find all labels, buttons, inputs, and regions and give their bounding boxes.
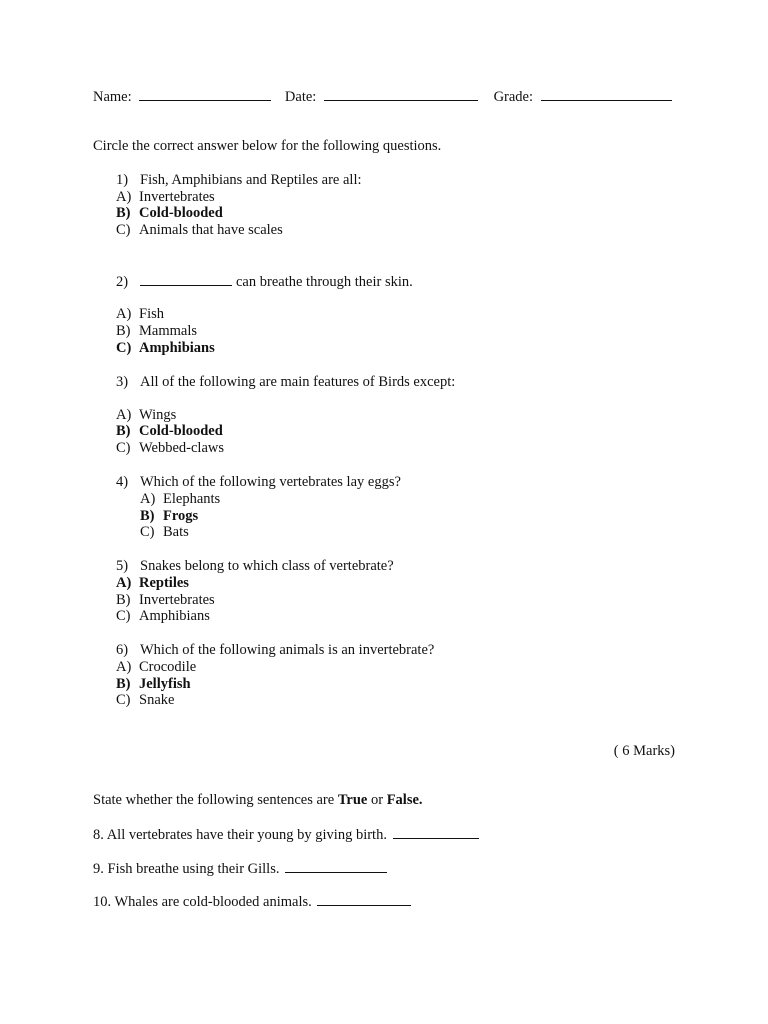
question-1 — [116, 172, 362, 189]
name-blank[interactable] — [139, 88, 271, 101]
option-1c[interactable]: C) Animals that have scales — [116, 222, 283, 238]
option-2c[interactable]: C) Amphibians — [116, 340, 215, 356]
option-1a[interactable]: A) Invertebrates — [116, 189, 215, 205]
statement-9: 9. Fish breathe using their Gills. — [93, 860, 387, 878]
question-text: Which of the following vertebrates lay eggs? — [140, 474, 401, 490]
option-2a[interactable]: A) Fish — [116, 306, 164, 322]
question-number: 4) — [116, 474, 129, 490]
statement-10-blank[interactable] — [317, 893, 411, 906]
statement-9-blank[interactable] — [285, 860, 387, 873]
false-word: False. — [386, 792, 423, 808]
question-text: Which of the following animals is an invertebrate? — [140, 642, 435, 658]
option-6c[interactable]: C) Snake — [116, 692, 175, 708]
option-3a[interactable]: A) Wings — [116, 407, 177, 423]
option-4b[interactable]: B) Frogs — [140, 508, 199, 524]
grade-label: Grade: — [493, 89, 534, 105]
question-number: 5) — [116, 558, 129, 574]
question-number: 1) — [116, 172, 129, 188]
question-number: 3) — [116, 374, 129, 390]
question-text: can breathe through their skin. — [236, 274, 413, 290]
question-text: Fish, Amphibians and Reptiles are all: — [140, 172, 362, 188]
instructions: Circle the correct answer below for the following questions. — [93, 138, 442, 154]
option-4a[interactable]: A) Elephants — [140, 491, 221, 507]
question-2-blank[interactable] — [140, 273, 232, 286]
header-row — [93, 88, 672, 106]
marks-label: ( 6 Marks) — [613, 743, 675, 759]
question-text: Snakes belong to which class of vertebrate? — [140, 558, 394, 574]
question-2 — [116, 273, 413, 291]
true-false-intro: State whether the following sentences are True or False. — [93, 792, 423, 808]
question-3 — [116, 374, 455, 391]
name-label: Name: — [93, 89, 132, 105]
date-blank[interactable] — [324, 88, 478, 101]
question-text: All of the following are main features of Birds except: — [140, 374, 456, 390]
option-5b[interactable]: B) Invertebrates — [116, 592, 215, 608]
option-3c[interactable]: C) Webbed-claws — [116, 440, 224, 456]
true-word: True — [337, 792, 368, 808]
option-5c[interactable]: C) Amphibians — [116, 608, 210, 624]
option-5a[interactable]: A) Reptiles — [116, 575, 189, 591]
question-5 — [116, 558, 394, 575]
statement-10: 10. Whales are cold-blooded animals. — [93, 893, 411, 911]
statement-8: 8. All vertebrates have their young by giving birth. — [93, 826, 479, 844]
date-label: Date: — [284, 89, 317, 105]
option-6a[interactable]: A) Crocodile — [116, 659, 197, 675]
question-number: 6) — [116, 642, 129, 658]
option-6b[interactable]: B) Jellyfish — [116, 676, 191, 692]
question-6 — [116, 642, 434, 659]
option-1b[interactable]: B) Cold-blooded — [116, 205, 223, 221]
grade-blank[interactable] — [541, 88, 672, 101]
option-4c[interactable]: C) Bats — [140, 524, 189, 540]
question-4 — [116, 474, 401, 491]
question-number: 2) — [116, 274, 129, 290]
option-3b[interactable]: B) Cold-blooded — [116, 423, 223, 439]
option-2b[interactable]: B) Mammals — [116, 323, 197, 339]
statement-8-blank[interactable] — [393, 826, 479, 839]
